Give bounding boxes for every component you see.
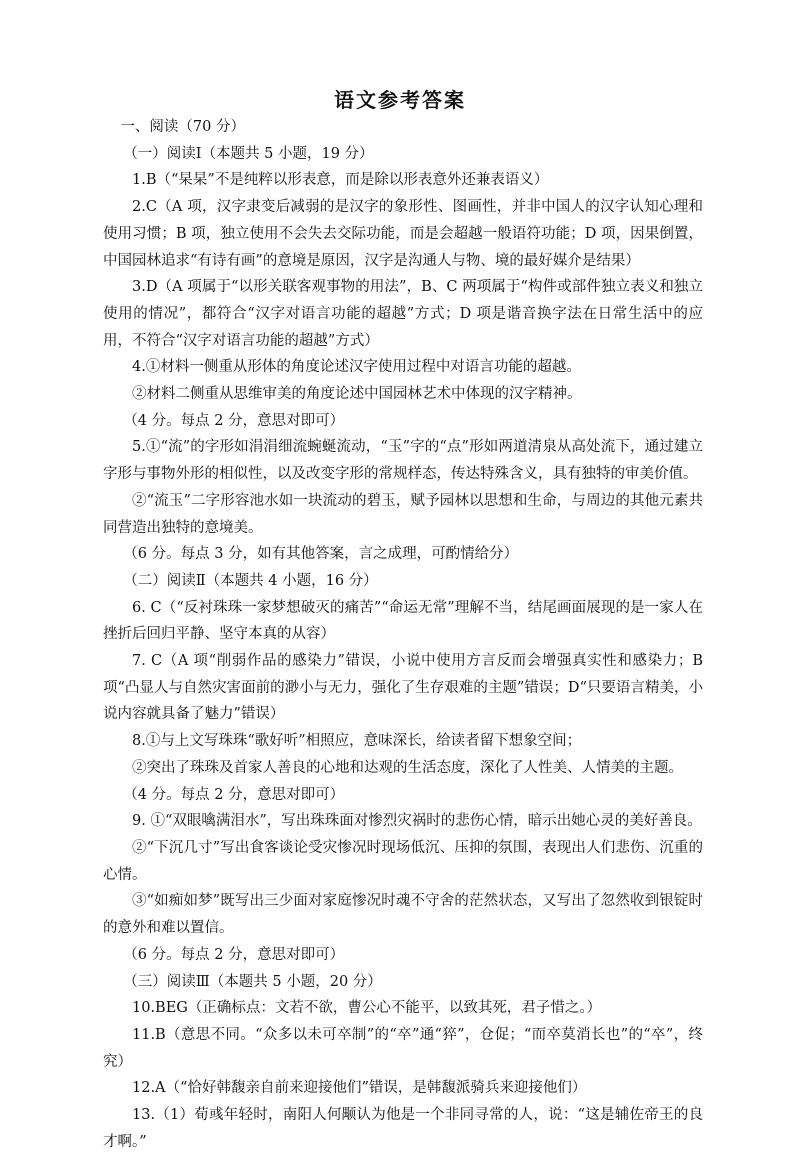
answer-paragraph: （三）阅读Ⅲ（本题共 5 小题，20 分）: [123, 973, 382, 990]
answer-paragraph: （一）阅读Ⅰ（本题共 5 小题，19 分）: [123, 145, 374, 162]
answer-paragraph: ②突出了珠珠及首家人善良的心地和达观的生活态度，深化了人性美、人情美的主题。: [132, 759, 683, 776]
answer-paragraph: （4 分。每点 2 分，意思对即可）: [123, 786, 345, 803]
answer-paragraph: 2.C（A 项，汉字隶变后减弱的是汉字的象形性、图画性，并非中国人的汉字认知心理和使用习惯；B 项，独立使用不会失去交际功能，而是会超越一般语符功能；D 项，因果倒置，中国园林追求“有诗有画”的意境是原因，汉字是沟通人与物、境的最好媒介是结果）: [103, 199, 703, 269]
answer-paragraph: 7. C（A 项“削弱作品的感染力”错误，小说中使用方言反而会增强真实性和感染力；B 项“凸显人与自然灾害面前的渺小与无力，强化了生存艰难的主题”错误；D“只要语言精美，小说内容就具备了魅力”错误）: [103, 653, 703, 723]
answer-paragraph: 13.（1）荀彧年轻时，南阳人何颙认为他是一个非同寻常的人，说：“这是辅佐帝王的良才啊。”: [103, 1107, 703, 1150]
answer-paragraph: 3.D（A 项属于“以形关联客观事物的用法”，B、C 两项属于“构件或部件独立表义和独立使用的情况”，都符合“汉字对语言功能的超越”方式；D 项是谐音换字法在日常生活中的应用，不符合“汉字对语言功能的超越”方式）: [103, 279, 703, 349]
answer-paragraph: 8.①与上文写珠珠“歌好听”相照应，意味深长，给读者留下想象空间；: [132, 733, 582, 750]
answer-body: [103, 114, 703, 1155]
page-title: 语文参考答案: [334, 88, 466, 112]
answer-paragraph: 9. ①“双眼噙满泪水”，写出珠珠面对惨烈灾祸时的悲伤心情，暗示出她心灵的美好善良。: [132, 813, 702, 830]
answer-paragraph: ②材料二侧重从思维审美的角度论述中国园林艺术中体现的汉字精神。: [132, 386, 582, 403]
answer-paragraph: ②“下沉几寸”写出食客谈论受灾惨况时现场低沉、压抑的氛围，表现出人们悲伤、沉重的心情。: [103, 839, 703, 883]
answer-paragraph: 1.B（“杲杲”不是纯粹以形表意，而是除以形表意外还兼表语义）: [132, 172, 549, 189]
answer-paragraph: ②“流玉”二字形容池水如一块流动的碧玉，赋予园林以思想和生命，与周边的其他元素共同营造出独特的意境美。: [103, 492, 703, 536]
answer-paragraph: （6 分。每点 3 分，如有其他答案，言之成理，可酌情给分）: [123, 546, 519, 563]
answer-paragraph: 10.BEG（正确标点：文若不欲，曹公心不能平，以致其死，君子惜之。）: [132, 1000, 602, 1017]
answer-paragraph: ③“如痴如梦”既写出三少面对家庭惨况时魂不守舍的茫然状态，又写出了忽然收到银锭时的意外和难以置信。: [103, 893, 703, 937]
answer-paragraph: 一、阅读（70 分）: [120, 119, 245, 135]
answer-paragraph: （4 分。每点 2 分，意思对即可）: [123, 412, 345, 429]
answer-paragraph: 4.①材料一侧重从形体的角度论述汉字使用过程中对语言功能的超越。: [132, 359, 581, 376]
answer-paragraph: （二）阅读Ⅱ（本题共 4 小题，16 分）: [123, 572, 378, 589]
answer-paragraph: （6 分。每点 2 分，意思对即可）: [123, 946, 345, 963]
answer-paragraph: 12.A（“恰好韩馥亲自前来迎接他们”错误，是韩馥派骑兵来迎接他们）: [132, 1080, 587, 1097]
answer-paragraph: 5.①“流”的字形如涓涓细流蜿蜒流动，“玉”字的“点”形如两道清泉从高处流下，通过建立字形与事物外形的相似性，以及改变字形的常规样态，传达特殊含义，具有独特的审美价值。: [103, 439, 703, 483]
answer-paragraph: 11.B（意思不同。“众多以未可卒制”的“卒”通“猝”，仓促；“而卒莫消长也”的“卒”，终究）: [103, 1026, 703, 1070]
answer-paragraph: 6. C（“反衬珠珠一家梦想破灭的痛苦”“命运无常”理解不当，结尾画面展现的是一家人在挫折后回归平静、坚守本真的从容）: [103, 599, 703, 643]
